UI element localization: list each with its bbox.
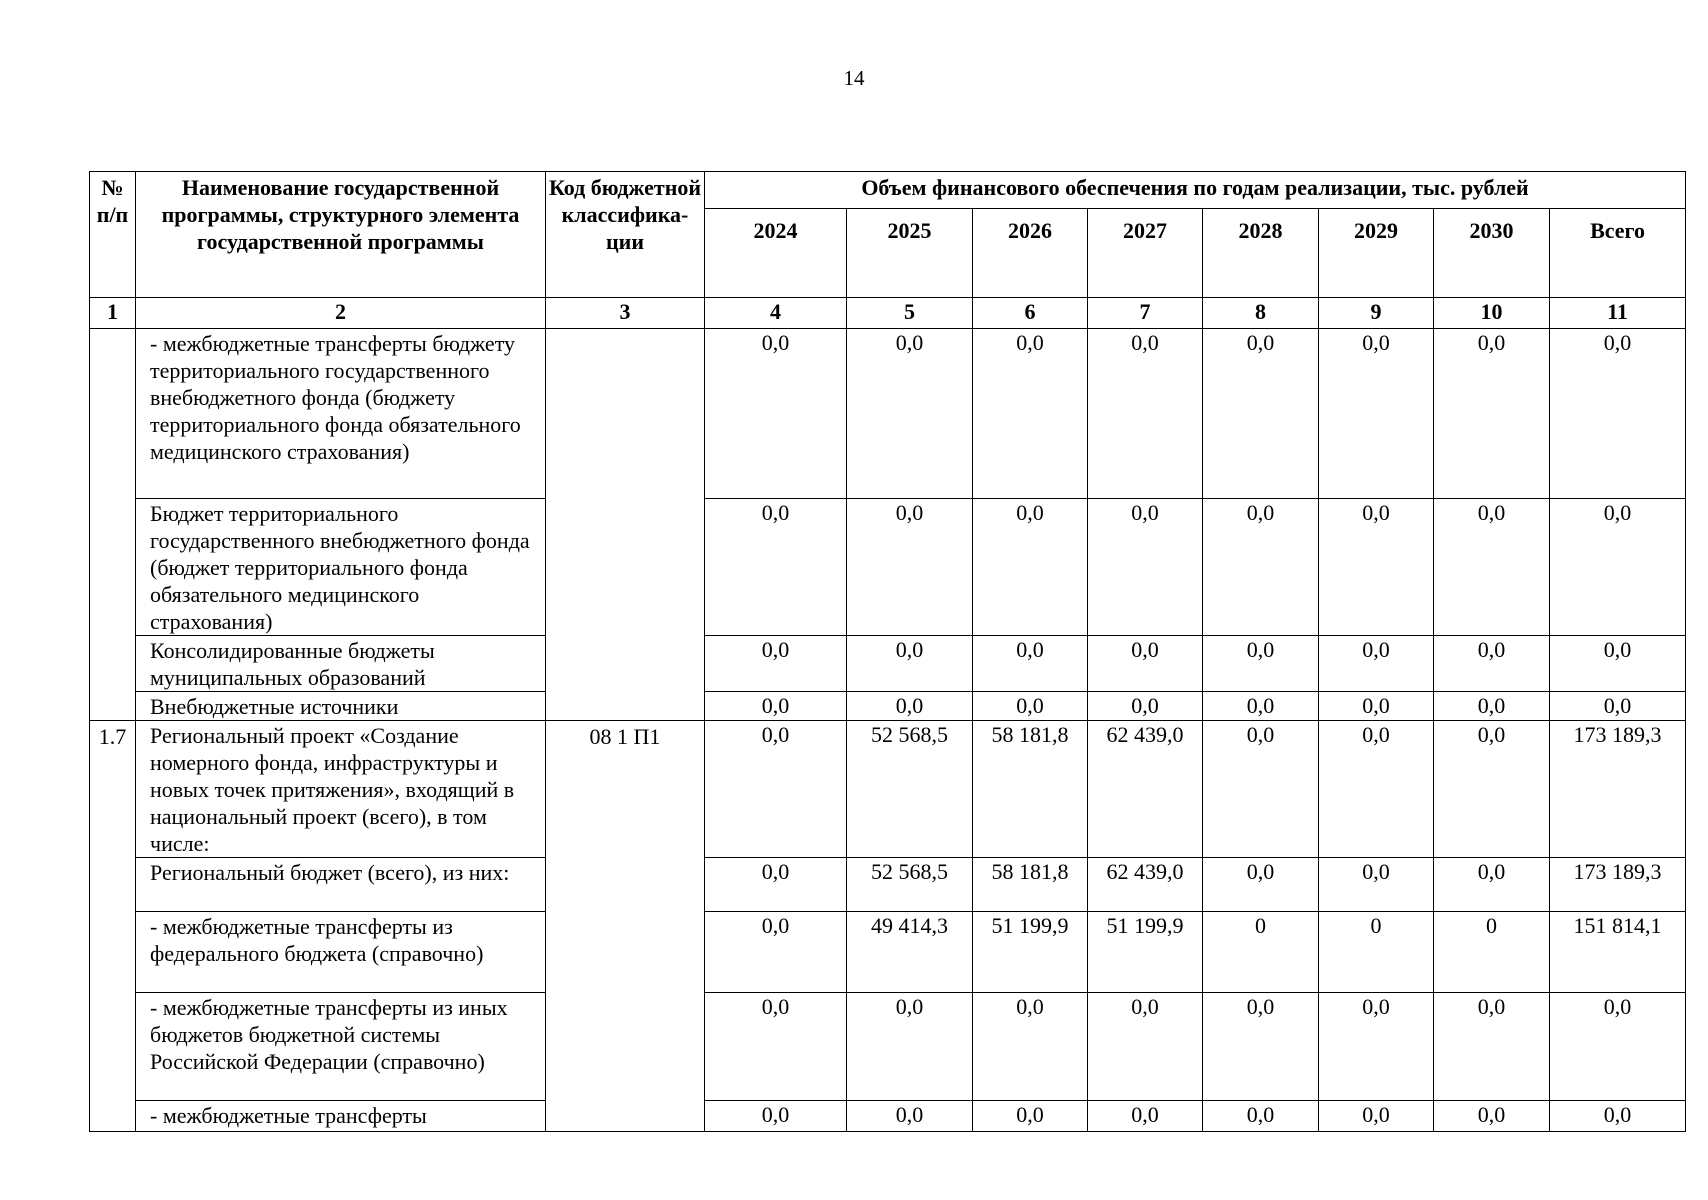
header-funding: Объем финансового обеспечения по годам реализации, тыс. рублей bbox=[705, 172, 1686, 209]
value-cell: 0,0 bbox=[1203, 499, 1319, 636]
value-cell: 0,0 bbox=[1434, 1101, 1550, 1132]
value-cell: 151 814,1 bbox=[1550, 912, 1686, 993]
value-cell: 58 181,8 bbox=[973, 721, 1088, 858]
value-cell: 0,0 bbox=[1088, 636, 1203, 692]
value-cell: 0,0 bbox=[973, 692, 1088, 721]
value-cell: 0,0 bbox=[1550, 329, 1686, 499]
table-row bbox=[90, 692, 1686, 721]
header-total: Всего bbox=[1550, 209, 1686, 298]
header-year: 2030 bbox=[1434, 209, 1550, 298]
value-cell: 0,0 bbox=[973, 636, 1088, 692]
row-code bbox=[546, 329, 705, 721]
header-name: Наименование государственной программы, структурного элемента государственной программы bbox=[136, 172, 546, 298]
value-cell: 62 439,0 bbox=[1088, 721, 1203, 858]
table-row bbox=[90, 329, 1686, 499]
table-row bbox=[90, 1101, 1686, 1132]
value-cell: 0 bbox=[1203, 912, 1319, 993]
value-cell: 51 199,9 bbox=[1088, 912, 1203, 993]
value-cell: 0,0 bbox=[1203, 721, 1319, 858]
row-name: Бюджет территориального государственного внебюджетного фонда (бюджет территориального фонда обязательного медицинского страхования) bbox=[136, 499, 546, 636]
value-cell: 0,0 bbox=[705, 636, 847, 692]
row-name: - межбюджетные трансферты bbox=[136, 1101, 546, 1132]
value-cell: 0,0 bbox=[1319, 721, 1434, 858]
funding-table bbox=[89, 171, 1686, 1132]
value-cell: 52 568,5 bbox=[847, 721, 973, 858]
value-cell: 0,0 bbox=[1434, 329, 1550, 499]
value-cell: 173 189,3 bbox=[1550, 721, 1686, 858]
table-row bbox=[90, 858, 1686, 912]
column-number: 2 bbox=[136, 298, 546, 329]
value-cell: 0,0 bbox=[1550, 499, 1686, 636]
table-row bbox=[90, 993, 1686, 1101]
value-cell: 0,0 bbox=[1203, 692, 1319, 721]
table-row bbox=[90, 721, 1686, 858]
row-name: Внебюджетные источники bbox=[136, 692, 546, 721]
value-cell: 0,0 bbox=[1434, 636, 1550, 692]
value-cell: 0,0 bbox=[973, 993, 1088, 1101]
row-number bbox=[90, 329, 136, 721]
column-number: 10 bbox=[1434, 298, 1550, 329]
value-cell: 0,0 bbox=[1550, 636, 1686, 692]
value-cell: 0,0 bbox=[847, 993, 973, 1101]
value-cell: 0,0 bbox=[847, 692, 973, 721]
value-cell: 0 bbox=[1434, 912, 1550, 993]
value-cell: 0,0 bbox=[1319, 1101, 1434, 1132]
value-cell: 0,0 bbox=[847, 499, 973, 636]
column-number: 6 bbox=[973, 298, 1088, 329]
value-cell: 0,0 bbox=[1434, 499, 1550, 636]
value-cell: 0,0 bbox=[847, 1101, 973, 1132]
value-cell: 0,0 bbox=[705, 499, 847, 636]
page-number: 14 bbox=[843, 66, 865, 90]
value-cell: 0,0 bbox=[1434, 721, 1550, 858]
column-number: 5 bbox=[847, 298, 973, 329]
header-number: № п/п bbox=[90, 172, 136, 298]
value-cell: 62 439,0 bbox=[1088, 858, 1203, 912]
value-cell: 0,0 bbox=[705, 993, 847, 1101]
value-cell: 0,0 bbox=[1319, 499, 1434, 636]
value-cell: 0,0 bbox=[1088, 499, 1203, 636]
value-cell: 0,0 bbox=[1434, 692, 1550, 721]
value-cell: 0,0 bbox=[705, 912, 847, 993]
value-cell: 0,0 bbox=[705, 721, 847, 858]
value-cell: 0,0 bbox=[1319, 993, 1434, 1101]
value-cell: 0,0 bbox=[1203, 1101, 1319, 1132]
column-number: 11 bbox=[1550, 298, 1686, 329]
value-cell: 0,0 bbox=[973, 329, 1088, 499]
row-name: Консолидированные бюджеты муниципальных образований bbox=[136, 636, 546, 692]
row-name: Региональный бюджет (всего), из них: bbox=[136, 858, 546, 912]
column-number: 3 bbox=[546, 298, 705, 329]
value-cell: 0,0 bbox=[1319, 858, 1434, 912]
column-number-row bbox=[90, 298, 1686, 329]
value-cell: 0,0 bbox=[1550, 692, 1686, 721]
column-number: 8 bbox=[1203, 298, 1319, 329]
value-cell: 0,0 bbox=[1088, 692, 1203, 721]
value-cell: 52 568,5 bbox=[847, 858, 973, 912]
row-name: Региональный проект «Создание номерного фонда, инфраструктуры и новых точек притяжения», входящий в национальный проект (всего), в том числе: bbox=[136, 721, 546, 858]
header-year: 2024 bbox=[705, 209, 847, 298]
row-name: - межбюджетные трансферты из иных бюджетов бюджетной системы Российской Федерации (справочно) bbox=[136, 993, 546, 1101]
header-code: Код бюджетной классифика- ции bbox=[546, 172, 705, 298]
column-number: 9 bbox=[1319, 298, 1434, 329]
row-name: - межбюджетные трансферты из федерального бюджета (справочно) bbox=[136, 912, 546, 993]
header-year: 2027 bbox=[1088, 209, 1203, 298]
value-cell: 0,0 bbox=[847, 636, 973, 692]
value-cell: 173 189,3 bbox=[1550, 858, 1686, 912]
value-cell: 0,0 bbox=[705, 692, 847, 721]
row-code: 08 1 П1 bbox=[546, 721, 705, 1132]
value-cell: 0,0 bbox=[1319, 636, 1434, 692]
column-number: 4 bbox=[705, 298, 847, 329]
row-name: - межбюджетные трансферты бюджету территориального государственного внебюджетного фонда (бюджету территориального фонда обязательного медицинского страхования) bbox=[136, 329, 546, 499]
table-row bbox=[90, 912, 1686, 993]
value-cell: 0,0 bbox=[1319, 329, 1434, 499]
value-cell: 0,0 bbox=[973, 1101, 1088, 1132]
value-cell: 0,0 bbox=[1550, 993, 1686, 1101]
value-cell: 0,0 bbox=[1203, 858, 1319, 912]
table-row bbox=[90, 636, 1686, 692]
value-cell: 0,0 bbox=[705, 329, 847, 499]
header-year: 2025 bbox=[847, 209, 973, 298]
value-cell: 0,0 bbox=[1434, 858, 1550, 912]
value-cell: 51 199,9 bbox=[973, 912, 1088, 993]
value-cell: 0,0 bbox=[1088, 993, 1203, 1101]
value-cell: 0 bbox=[1319, 912, 1434, 993]
value-cell: 0,0 bbox=[1203, 993, 1319, 1101]
column-number: 1 bbox=[90, 298, 136, 329]
value-cell: 0,0 bbox=[1203, 636, 1319, 692]
value-cell: 0,0 bbox=[1088, 1101, 1203, 1132]
value-cell: 0,0 bbox=[1319, 692, 1434, 721]
value-cell: 0,0 bbox=[1088, 329, 1203, 499]
value-cell: 0,0 bbox=[705, 858, 847, 912]
value-cell: 0,0 bbox=[705, 1101, 847, 1132]
header-year: 2029 bbox=[1319, 209, 1434, 298]
row-number: 1.7 bbox=[90, 721, 136, 1132]
value-cell: 49 414,3 bbox=[847, 912, 973, 993]
header-row-1 bbox=[90, 172, 1686, 209]
header-year: 2028 bbox=[1203, 209, 1319, 298]
value-cell: 0,0 bbox=[1434, 993, 1550, 1101]
value-cell: 0,0 bbox=[1550, 1101, 1686, 1132]
header-year: 2026 bbox=[973, 209, 1088, 298]
table-row bbox=[90, 499, 1686, 636]
value-cell: 0,0 bbox=[973, 499, 1088, 636]
value-cell: 0,0 bbox=[1203, 329, 1319, 499]
value-cell: 58 181,8 bbox=[973, 858, 1088, 912]
value-cell: 0,0 bbox=[847, 329, 973, 499]
column-number: 7 bbox=[1088, 298, 1203, 329]
